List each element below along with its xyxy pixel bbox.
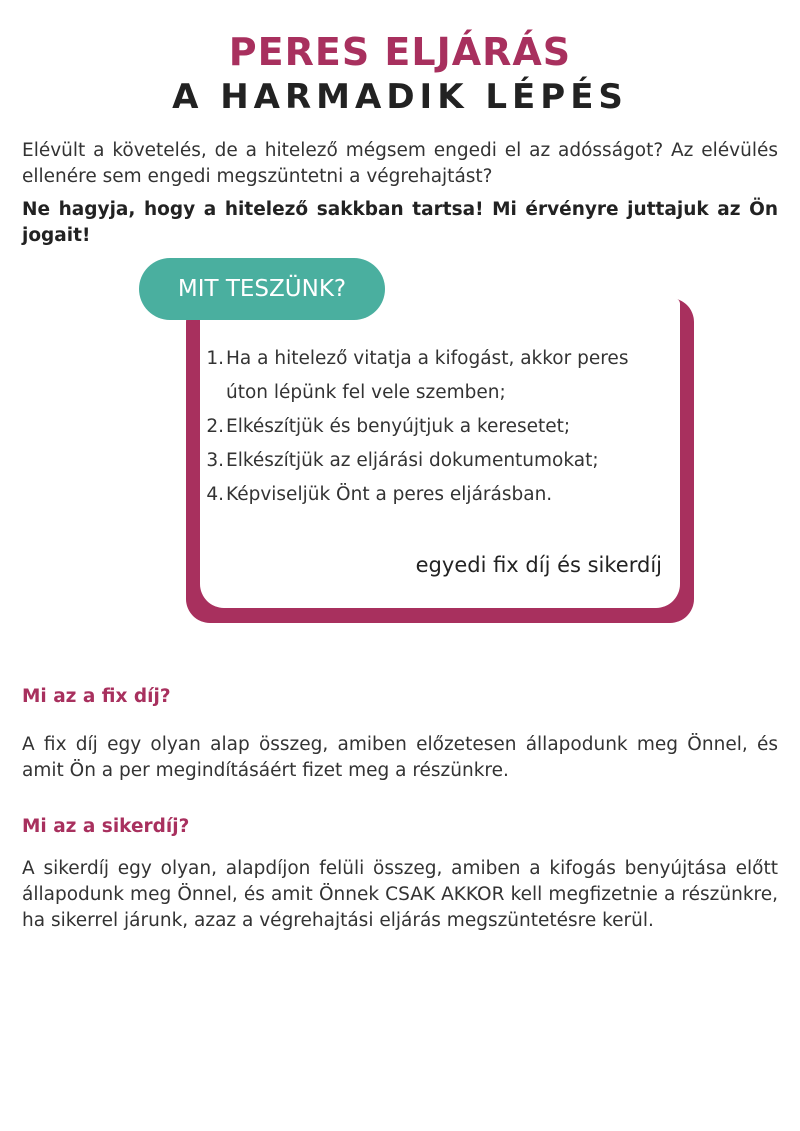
step-number: 1. — [206, 348, 224, 369]
steps-list — [200, 342, 670, 512]
faq-answer-fixed-fee: A fix díj egy olyan alap összeg, amiben előzetesen állapodunk meg Önnel, és amit Ön a per megindításáért fizet meg a részünkre. — [22, 734, 778, 781]
intro-bold-paragraph: Ne hagyja, hogy a hitelező sakkban tartsa! Mi érvényre juttajuk az Ön jogait! — [22, 199, 778, 246]
faq-question-success-fee: Mi az a sikerdíj? — [22, 816, 190, 837]
intro-paragraph: Elévült a követelés, de a hitelező mégsem engedi el az adósságot? Az elévülés ellenére sem engedi megszüntetni a végrehajtást? — [22, 140, 778, 187]
card-badge: MIT TESZÜNK? — [139, 258, 385, 320]
step-number: 2. — [206, 416, 224, 437]
list-item — [200, 478, 670, 512]
faq-answer-success-fee: A sikerdíj egy olyan, alapdíjon felüli összeg, amiben a kifogás benyújtása előtt állapodunk meg Önnel, és amit Önnek CSAK AKKOR kell megfizetnie a részünkre, ha sikerrel járunk, azaz a végrehajtási eljárás megszüntetésre kerül. — [22, 858, 778, 931]
fee-note: egyedi fix díj és sikerdíj — [415, 553, 662, 577]
page-title: PERES ELJÁRÁS — [228, 30, 572, 74]
page-subtitle: A HARMADIK LÉPÉS — [172, 77, 628, 117]
faq-question-fixed-fee: Mi az a fix díj? — [22, 686, 171, 707]
step-text: Elkészítjük és benyújtjuk a keresetet; — [226, 416, 571, 437]
list-item — [200, 342, 670, 410]
step-number: 4. — [206, 484, 224, 505]
step-text: Ha a hitelező vitatja a kifogást, akkor peres úton lépünk fel vele szemben; — [226, 348, 629, 403]
step-text: Elkészítjük az eljárási dokumentumokat; — [226, 450, 599, 471]
list-item — [200, 444, 670, 478]
list-item — [200, 410, 670, 444]
step-text: Képviseljük Önt a peres eljárásban. — [226, 484, 553, 505]
step-number: 3. — [206, 450, 224, 471]
